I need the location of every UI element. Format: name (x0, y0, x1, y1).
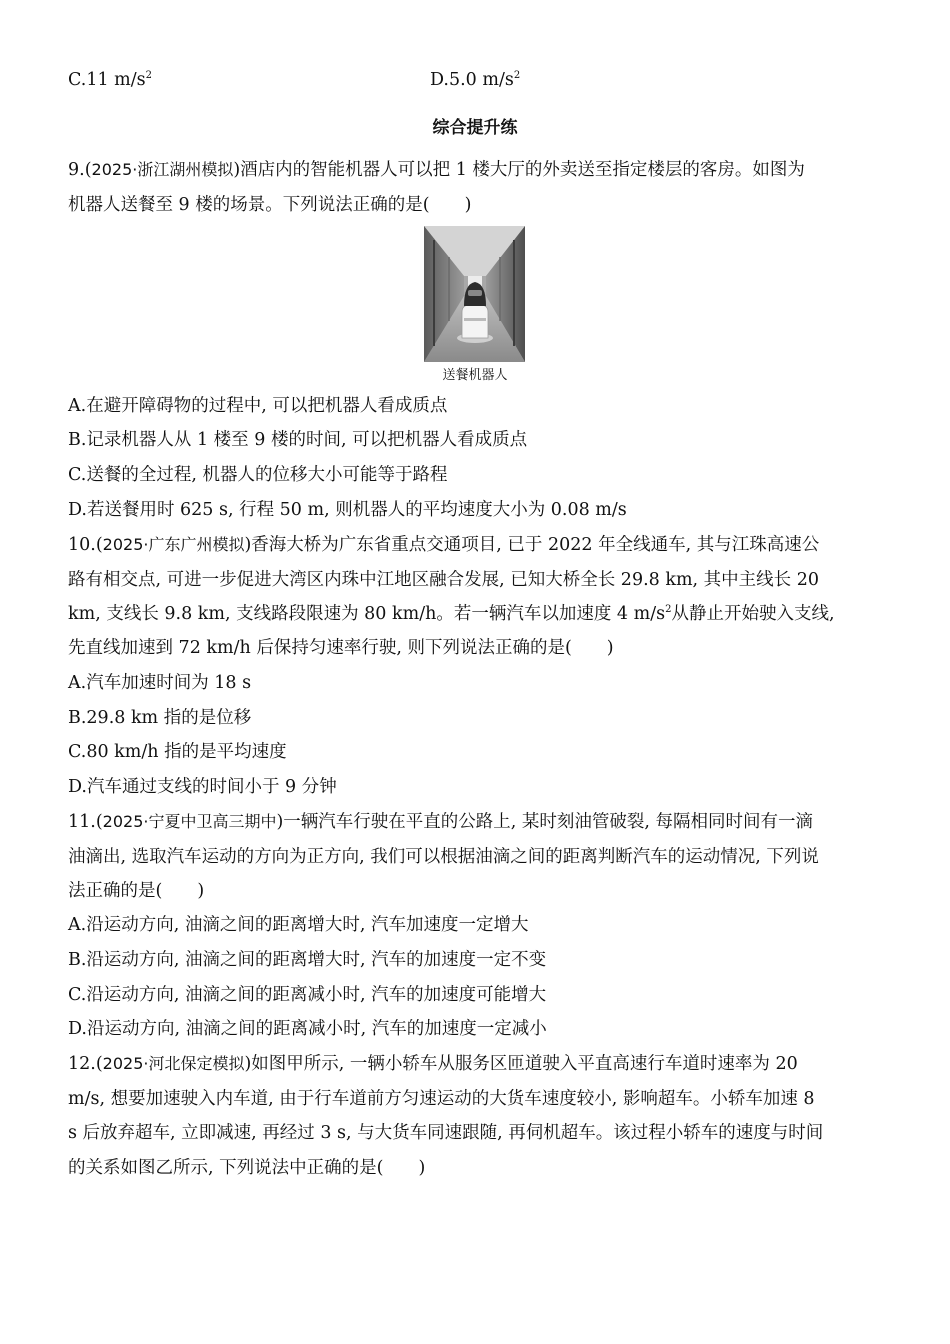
question-text: )酒店内的智能机器人可以把 1 楼大厅的外卖送至指定楼层的客房。如图为 (233, 160, 805, 180)
q11-option-d: D.沿运动方向, 油滴之间的距离减小时, 汽车的加速度一定减小 (68, 1019, 547, 1039)
superscript: 2 (513, 70, 521, 81)
question-number: 10.( (68, 535, 103, 555)
q9-line-2: 机器人送餐至 9 楼的场景。下列说法正确的是( ) (68, 195, 472, 215)
q10-line-1 (68, 533, 819, 557)
q12-line-2: m/s, 想要加速驶入内车道, 由于行车道前方匀速运动的大货车速度较小, 影响超车。小轿车加速 8 (68, 1089, 815, 1109)
question-text: km, 支线长 9.8 km, 支线路段限速为 80 km/h。若一辆汽车以加速度 4 m/s (68, 604, 666, 624)
q11-option-c: C.沿运动方向, 油滴之间的距离减小时, 汽车的加速度可能增大 (68, 985, 547, 1005)
question-number: 11.( (68, 812, 103, 832)
q10-option-b: B.29.8 km 指的是位移 (68, 708, 252, 728)
question-text: )如图甲所示, 一辆小轿车从服务区匝道驶入平直高速行车道时速率为 20 (244, 1054, 798, 1074)
superscript: 2 (145, 70, 153, 81)
question-number: 9.( (68, 160, 92, 180)
section-title: 综合提升练 (432, 118, 518, 138)
q11-option-a: A.沿运动方向, 油滴之间的距离增大时, 汽车加速度一定增大 (68, 915, 529, 935)
q9-option-b: B.记录机器人从 1 楼至 9 楼的时间, 可以把机器人看成质点 (68, 430, 528, 450)
option-c-prev (68, 68, 152, 92)
q10-option-d: D.汽车通过支线的时间小于 9 分钟 (68, 777, 337, 797)
q10-line-3 (68, 602, 835, 626)
question-text: )一辆汽车行驶在平直的公路上, 某时刻油管破裂, 每隔相同时间有一滴 (276, 812, 814, 832)
option-c-text: C.11 m/s (68, 70, 146, 90)
q10-line-2: 路有相交点, 可进一步促进大湾区内珠中江地区融合发展, 已知大桥全长 29.8 km, 其中主线长 20 (68, 570, 819, 590)
q12-line-3: s 后放弃超车, 立即减速, 再经过 3 s, 与大货车同速跟随, 再伺机超车。该过程小轿车的速度与时间 (68, 1123, 824, 1143)
q9-option-c: C.送餐的全过程, 机器人的位移大小可能等于路程 (68, 465, 448, 485)
q9-line-1 (68, 158, 805, 182)
delivery-robot-photo (424, 226, 525, 362)
q11-option-b: B.沿运动方向, 油滴之间的距离增大时, 汽车的加速度一定不变 (68, 950, 547, 970)
question-source: 2025·河北保定模拟 (102, 1054, 245, 1073)
q10-option-a: A.汽车加速时间为 18 s (68, 673, 252, 693)
q11-line-2: 油滴出, 选取汽车运动的方向为正方向, 我们可以根据油滴之间的距离判断汽车的运动情况, 下列说 (68, 847, 819, 867)
q9-option-a: A.在避开障碍物的过程中, 可以把机器人看成质点 (68, 396, 448, 416)
q9-option-d: D.若送餐用时 625 s, 行程 50 m, 则机器人的平均速度大小为 0.08 m/s (68, 500, 627, 520)
question-text: 从静止开始驶入支线, (671, 604, 835, 624)
q12-line-4: 的关系如图乙所示, 下列说法中正确的是( ) (68, 1158, 426, 1178)
q12-line-1 (68, 1052, 798, 1076)
question-source: 2025·浙江湖州模拟 (91, 160, 234, 179)
question-number: 12.( (68, 1054, 103, 1074)
question-source: 2025·宁夏中卫高三期中 (102, 812, 277, 831)
q11-line-3: 法正确的是( ) (68, 881, 205, 901)
superscript: 2 (665, 604, 672, 615)
option-d-prev (430, 68, 520, 92)
question-source: 2025·广东广州模拟 (102, 535, 245, 554)
figure-caption: 送餐机器人 (442, 368, 508, 383)
option-d-text: D.5.0 m/s (430, 70, 514, 90)
q11-line-1 (68, 810, 813, 834)
q10-line-4: 先直线加速到 72 km/h 后保持匀速率行驶, 则下列说法正确的是( ) (68, 638, 614, 658)
question-text: )香海大桥为广东省重点交通项目, 已于 2022 年全线通车, 其与江珠高速公 (244, 535, 820, 555)
q10-option-c: C.80 km/h 指的是平均速度 (68, 742, 287, 762)
